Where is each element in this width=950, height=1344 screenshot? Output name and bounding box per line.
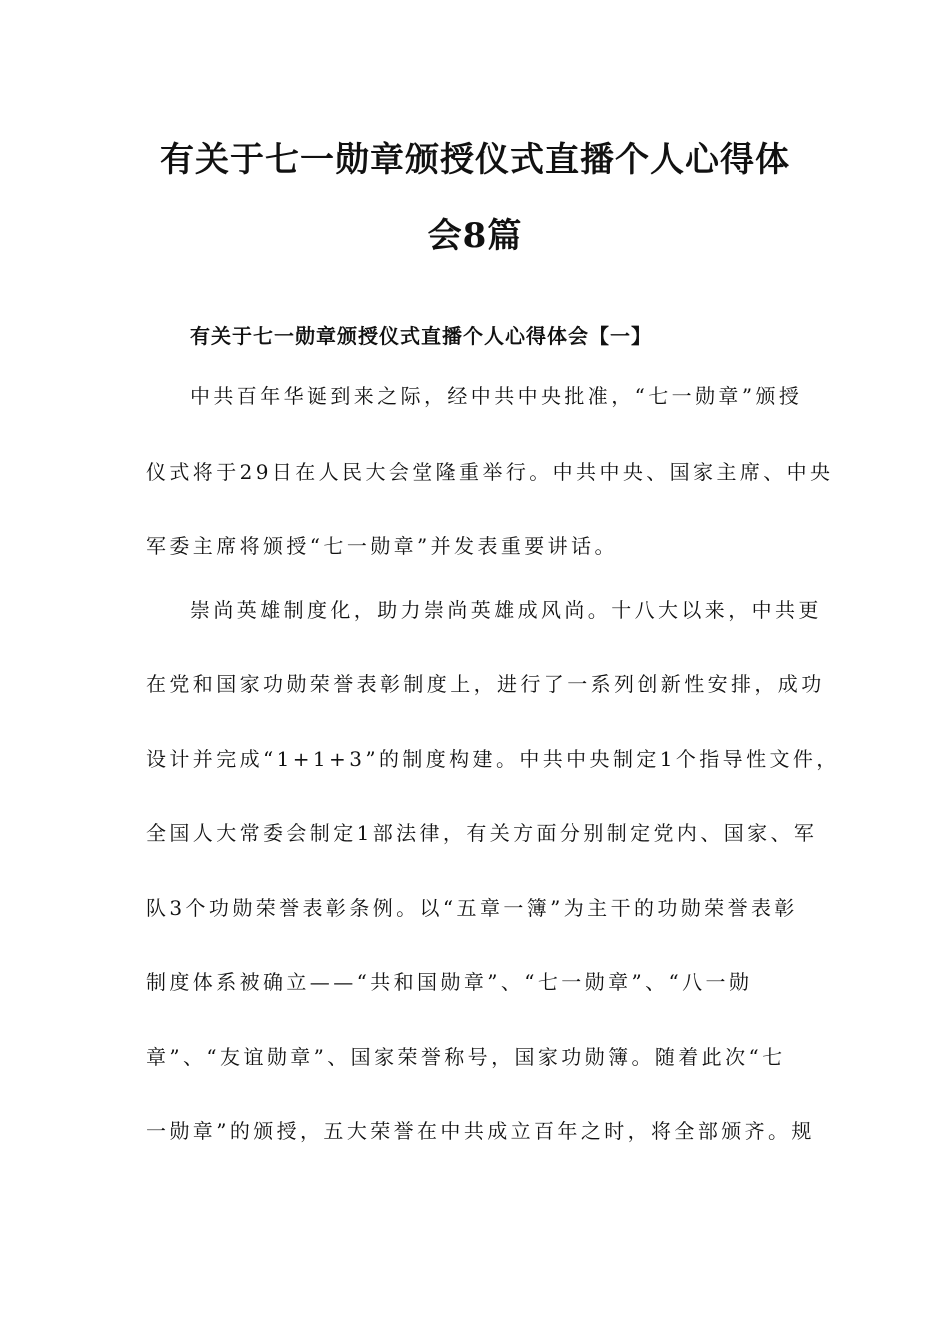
paragraph-line: 在党和国家功勋荣誉表彰制度上，进行了一系列创新性安排，成功 — [146, 672, 825, 696]
paragraph-line: 军委主席将颁授“七一勋章”并发表重要讲话。 — [146, 534, 618, 558]
paragraph-line: 章”、“友谊勋章”、国家荣誉称号，国家功勋簿。随着此次“七 — [146, 1045, 786, 1069]
paragraph-line: 设计并完成“1+1+3”的制度构建。中共中央制定1个指导性文件， — [146, 747, 840, 771]
paragraph-line: 全国人大常委会制定1部法律，有关方面分别制定党内、国家、军 — [146, 821, 818, 845]
paragraph-line: 仪式将于29日在人民大会堂隆重举行。中共中央、国家主席、中央 — [146, 460, 834, 484]
document-title-line-2: 会8篇 — [427, 216, 523, 256]
document-title-line-1: 有关于七一勋章颁授仪式直播个人心得体 — [160, 140, 790, 180]
section-heading: 有关于七一勋章颁授仪式直播个人心得体会【一】 — [190, 324, 652, 348]
paragraph-line: 队3个功勋荣誉表彰条例。以“五章一簿”为主干的功勋荣誉表彰 — [146, 896, 798, 920]
paragraph-line: 中共百年华诞到来之际，经中共中央批准，“七一勋章”颁授 — [190, 384, 803, 408]
paragraph-line: 一勋章”的颁授，五大荣誉在中共成立百年之时，将全部颁齐。规 — [146, 1119, 815, 1143]
paragraph-line: 崇尚英雄制度化，助力崇尚英雄成风尚。十八大以来，中共更 — [190, 598, 822, 622]
paragraph-line: 制度体系被确立——“共和国勋章”、“七一勋章”、“八一勋 — [146, 970, 753, 994]
